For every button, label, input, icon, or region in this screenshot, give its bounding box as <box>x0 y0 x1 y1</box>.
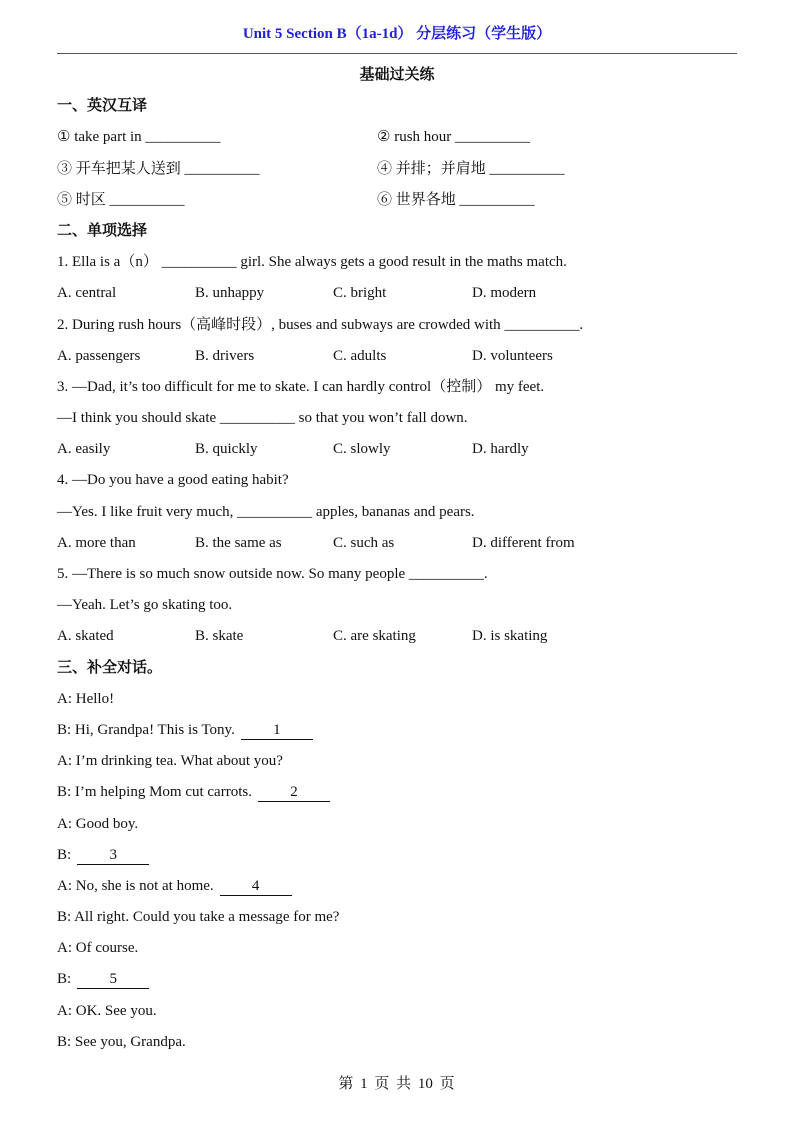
translation-row <box>57 122 737 153</box>
question-options <box>57 528 737 559</box>
option-d: D. different from <box>472 534 575 551</box>
dialogue-blank[interactable]: 2 <box>258 784 330 802</box>
page-number: 第 1 页 共 10 页 <box>338 1076 455 1092</box>
dialogue-text: A: Hello! <box>57 690 115 707</box>
question-stem-reply: —I think you should skate __________ so that you won’t fall down. <box>57 410 468 427</box>
option-c: C. are skating <box>333 628 416 645</box>
translation-item: ⑥ 世界各地 __________ <box>377 191 535 208</box>
question-stem: 5. —There is so much snow outside now. So many people __________. <box>57 566 488 582</box>
dialogue-line <box>57 715 737 746</box>
question-options <box>57 278 737 309</box>
dialogue-text: B: Hi, Grandpa! This is Tony. <box>57 721 235 738</box>
dialogue-text: A: I’m drinking tea. What about you? <box>57 753 283 770</box>
dialogue-blank[interactable]: 3 <box>77 847 149 865</box>
option-b: B. skate <box>195 628 244 645</box>
translation-item: ② rush hour __________ <box>377 129 531 146</box>
question-options <box>57 621 737 652</box>
option-d: D. modern <box>472 285 537 302</box>
page-header-title: Unit 5 Section B（1a-1d） 分层练习（学生版） <box>242 26 552 42</box>
dialogue-text: B: <box>57 971 72 988</box>
part1-heading: 一、英汉互译 <box>57 98 148 115</box>
option-a: A. skated <box>57 628 114 645</box>
translation-row <box>57 154 737 185</box>
option-c: C. adults <box>333 347 387 364</box>
dialogue-line <box>57 933 737 964</box>
question-options <box>57 341 737 372</box>
dialogue-blank[interactable]: 1 <box>241 722 313 740</box>
question-options <box>57 434 737 465</box>
option-c: C. slowly <box>333 441 391 458</box>
dialogue-line <box>57 1027 737 1058</box>
dialogue-text: B: See you, Grandpa. <box>57 1033 186 1050</box>
option-a: A. passengers <box>57 347 141 364</box>
translation-item: ③ 开车把某人送到 __________ <box>57 160 260 177</box>
dialogue-line <box>57 777 737 808</box>
dialogue-line <box>57 964 737 995</box>
option-a: A. easily <box>57 441 111 458</box>
option-b: B. drivers <box>195 347 255 364</box>
question-stem-reply: —Yeah. Let’s go skating too. <box>57 597 233 614</box>
dialogue-line <box>57 809 737 840</box>
dialogue-line <box>57 684 737 715</box>
option-b: B. quickly <box>195 441 258 458</box>
option-d: D. hardly <box>472 441 529 458</box>
dialogue-text: B: <box>57 846 72 863</box>
dialogue-blank[interactable]: 4 <box>220 878 292 896</box>
question-stem: 1. Ella is a（n） __________ girl. She always gets a good result in the maths match. <box>57 254 567 271</box>
translation-item: ① take part in __________ <box>57 129 221 146</box>
main-title: 基础过关练 <box>359 67 435 83</box>
translation-item: ⑤ 时区 __________ <box>57 191 185 208</box>
option-b: B. unhappy <box>195 285 265 302</box>
dialogue-line <box>57 871 737 902</box>
question-stem: 4. —Do you have a good eating habit? <box>57 472 289 489</box>
option-b: B. the same as <box>195 534 282 551</box>
worksheet-body <box>57 60 737 1058</box>
dialogue-line <box>57 902 737 933</box>
option-d: D. volunteers <box>472 347 553 364</box>
dialogue-text: B: I’m helping Mom cut carrots. <box>57 784 252 801</box>
dialogue-blank[interactable]: 5 <box>77 971 149 989</box>
translation-row <box>57 185 737 216</box>
part3-heading: 三、补全对话。 <box>57 659 163 676</box>
option-c: C. such as <box>333 534 395 551</box>
dialogue-line <box>57 840 737 871</box>
option-c: C. bright <box>333 285 387 302</box>
dialogue-line <box>57 746 737 777</box>
option-d: D. is skating <box>472 628 548 645</box>
dialogue-text: B: All right. Could you take a message for me? <box>57 909 340 926</box>
dialogue-text: A: OK. See you. <box>57 1002 157 1019</box>
question-stem: 3. —Dad, it’s too difficult for me to skate. I can hardly control（控制） my feet. <box>57 378 545 395</box>
dialogue-text: A: No, she is not at home. <box>57 877 214 894</box>
option-a: A. central <box>57 285 117 302</box>
header-divider <box>57 53 737 54</box>
part2-heading: 二、单项选择 <box>57 222 148 239</box>
dialogue-line <box>57 996 737 1027</box>
dialogue-text: A: Good boy. <box>57 815 139 832</box>
translation-item: ④ 并排；并肩地 __________ <box>377 160 565 177</box>
dialogue-text: A: Of course. <box>57 940 139 957</box>
question-stem: 2. During rush hours（高峰时段）, buses and subways are crowded with __________. <box>57 316 584 333</box>
question-stem-reply: —Yes. I like fruit very much, __________ apples, bananas and pears. <box>57 503 475 520</box>
option-a: A. more than <box>57 534 136 551</box>
